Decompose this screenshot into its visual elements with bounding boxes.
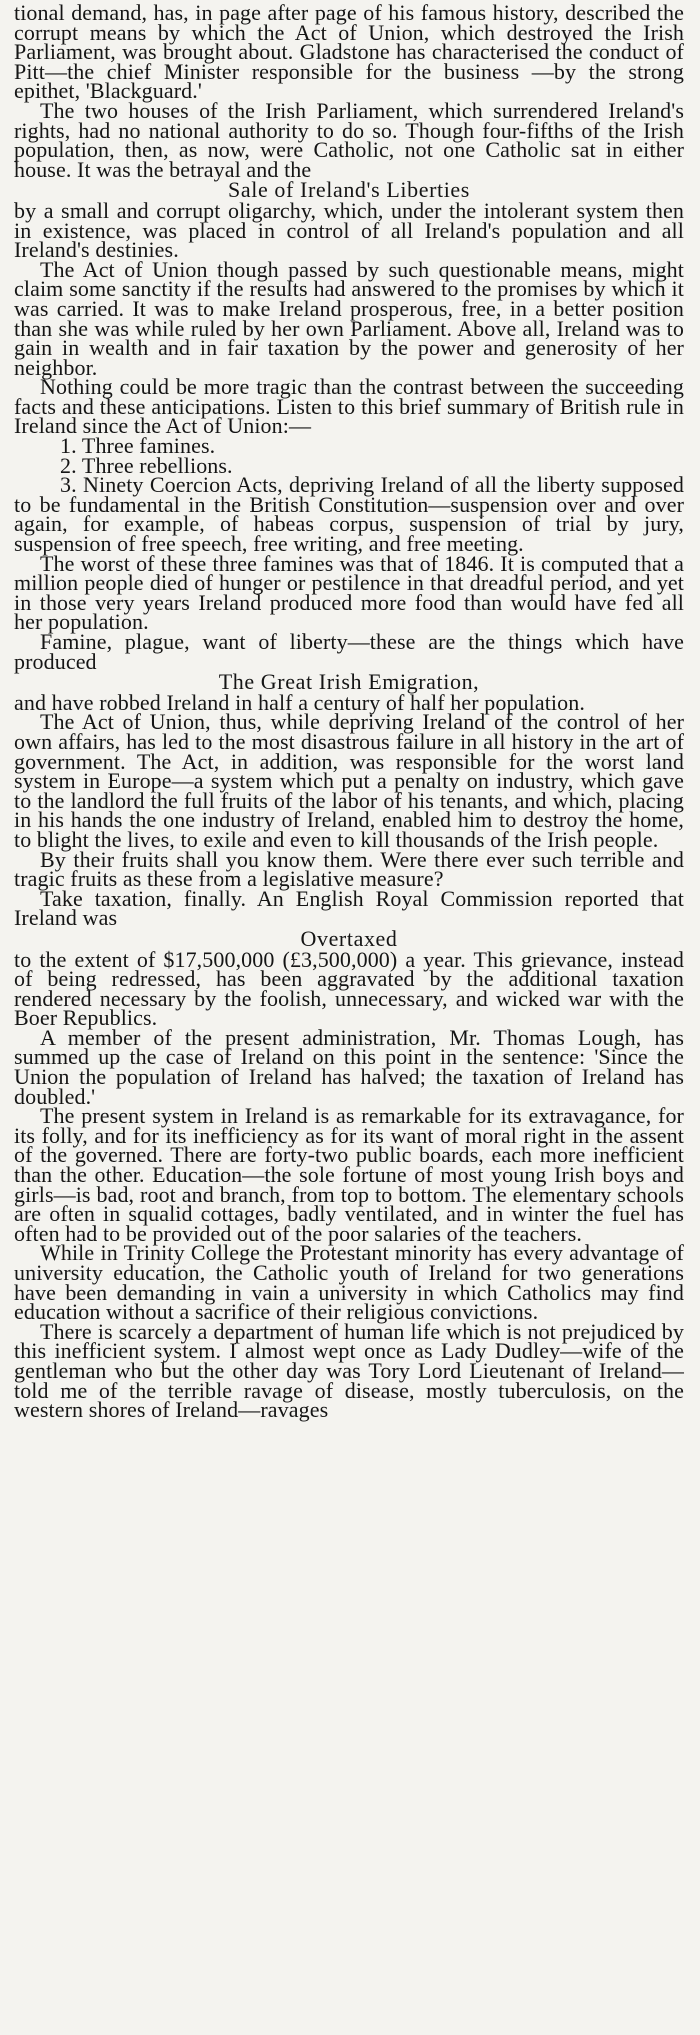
paragraph-1: tional demand, has, in page after page of his famous history, described the corrupt means by which the Act of Union, which destroyed the Irish Parliament, was brought about. Gladstone has characterised the conduct of Pitt—the chief Minister responsible for the business —by the strong epithet, 'Blackguard.' [14,0,684,104]
list-item-coercion-acts: 3. Ninety Coercion Acts, depriving Ireland of all the liberty supposed to be fundamental in the British Constitution—suspension over and over again, for example, of habeas corpus, suspension of trial by jury, suspension of free speech, free writing, and free meeting. [14,472,684,557]
paragraph-11: Take taxation, finally. An English Royal Commission reported that Ireland was [14,885,684,931]
paragraph-3: by a small and corrupt oligarchy, which, under the intolerant system then in existence, was placed in control of all Ireland's population and all Ireland's destinies. [14,197,684,263]
paragraph-7: Famine, plague, want of liberty—these are the things which have produced [14,629,684,674]
subhead-sale-of-liberties: Sale of Ireland's Liberties [228,177,470,203]
subhead-overtaxed: Overtaxed [300,925,398,951]
paragraph-12: to the extent of $17,500,000 (£3,500,000) a year. This grievance, instead of being redressed, has been aggravated by the additional taxation rendered necessary by the foolish, unnecessary, and wicked war with the Boer Republics. [14,946,684,1031]
paragraph-13: A member of the present administration, Mr. Thomas Lough, has summed up the case of Ireland on this point in the sentence: 'Since the Union the population of Ireland has halved; the taxation of Ireland has doubled.' [14,1024,684,1109]
subhead-great-emigration: The Great Irish Emigration, [218,669,480,695]
list-item-rebellions: 2. Three rebellions. [60,452,233,478]
paragraph-2: The two houses of the Irish Parliament, which surrendered Ireland's rights, had no national authority to do so. Though four-fifths of the Irish population, then, as now, were Catholic, not one Catholic sat in either house. It was the betrayal and the [14,97,684,182]
paragraph-16: There is scarcely a department of human life which is not prejudiced by this inefficient system. I almost wept once as Lady Dudley—wife of the gentleman who but the other day was Tory Lord Lieutenant of Ireland—told me of the terrible ravage of disease, mostly tuberculosis, on the western shores of Ireland—ravages [14,1318,684,1423]
paragraph-14: The present system in Ireland is as remarkable for its extravagance, for its folly, and for its inefficiency as for its want of moral right in the assent of the governed. There are forty-two public boards, each more inefficient than the other. Education—the sole fortune of most young Irish boys and girls—is bad, root and branch, from top to bottom. The elementary schools are often in squalid cottages, badly ventilated, and in winter the fuel has often had to be provided out of the poor salaries of the teachers. [14,1103,684,1246]
paragraph-10: By their fruits shall you know them. Were there ever such terrible and tragic fruits as these from a legislative measure? [14,846,684,892]
paragraph-15: While in Trinity College the Protestant minority has every advantage of university education, the Catholic youth of Ireland for two generations have been demanding in vain a university in which Catholics may find education without a sacrifice of their religious convictions. [14,1240,684,1325]
list-item-famines: 1. Three famines. [60,433,216,459]
paragraph-6: The worst of these three famines was that of 1846. It is computed that a million people died of hunger or pestilence in that dreadful period, and yet in those very years Ireland produced more food than would have fed all her population. [14,550,684,635]
paragraph-9: The Act of Union, thus, while depriving Ireland of the control of her own affairs, has led to the most disastrous failure in all history in the art of government. The Act, in addition, was responsible for the worst land system in Europe—a system which put a penalty on industry, which gave to the landlord the full fruits of the labor of his tenants, and which, placing in his hands the one industry of Ireland, enabled him to destroy the home, to blight the lives, to exile and even to kill thousands of the Irish people. [14,709,684,852]
paragraph-8: and have robbed Ireland in half a century of half her population. [14,689,585,715]
paragraph-5: Nothing could be more tragic than the contrast between the succeeding facts and these anticipations. Listen to this brief summary of British rule in Ireland since the Act of Union:— [14,374,684,439]
paragraph-4: The Act of Union though passed by such questionable means, might claim some sanctity if the results had answered to the promises by which it was carried. It was to make Ireland prosperous, free, in a better position than she was while ruled by her own Parliament. Above all, Ireland was to gain in wealth and in fair taxation by the power and generosity of her neighbor. [14,256,684,380]
